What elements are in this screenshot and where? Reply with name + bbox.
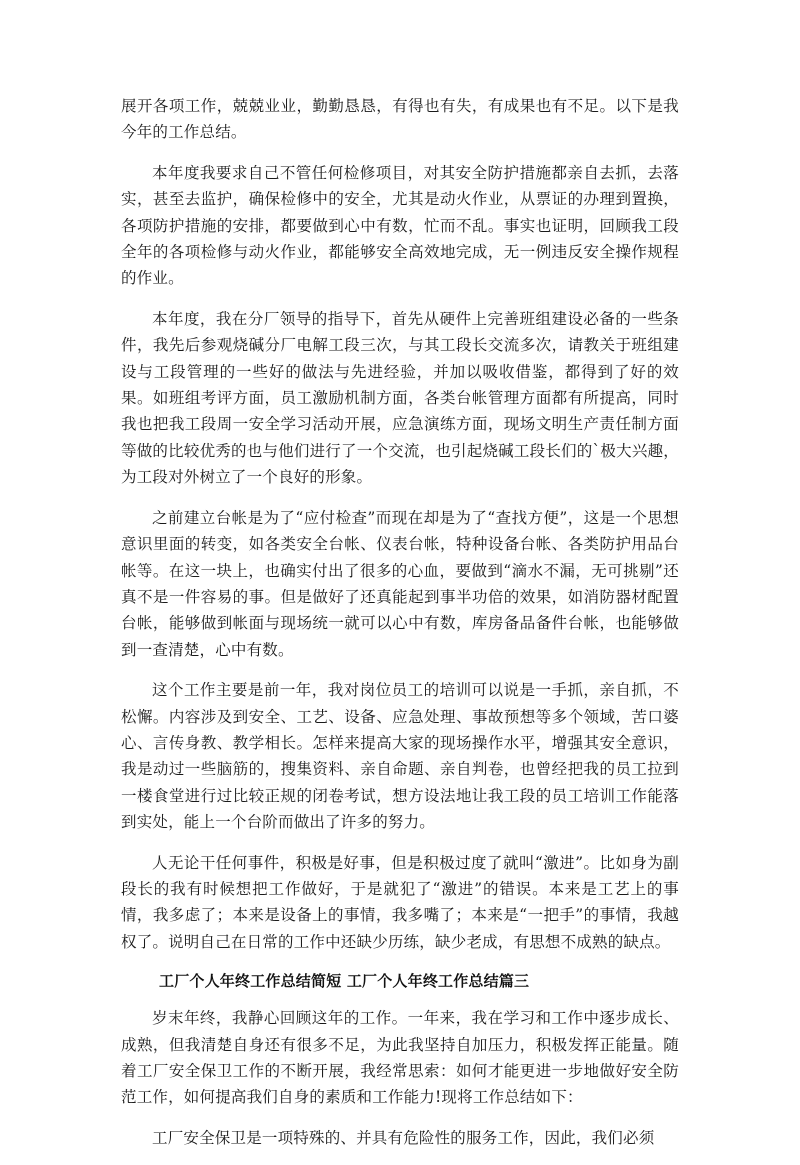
paragraph-training: 这个工作主要是前一年，我对岗位员工的培训可以说是一手抓，亲自抓，不松懈。内容涉及到安全、工艺、设备、应急处理、事故预想等多个领域，苦口婆心、言传身教、教学相长。怎样来提高大家的现场操作水平，增强其安全意识，我是动过一些脑筋的，搜集资料、亲自命题、亲自判卷，也曾经把我的员工拉到一楼食堂进行过比较正规的闭卷考试，想方设法地让我工段的员工培训工作能落到实处，能上一个台阶而做出了许多的努力。	[121, 681, 679, 832]
paragraph-security-work: 工厂安全保卫是一项特殊的、并具有危险性的服务工作，因此，我们必须	[152, 1128, 655, 1147]
paragraph-safety-inspection: 本年度我要求自己不管任何检修项目，对其安全防护措施都亲自去抓，去落实，甚至去监护，确保检修中的安全，尤其是动火作业，从票证的办理到置换，各项防护措施的安排，都要做到心中有数，忙而不乱。事实也证明，回顾我工段全年的各项检修与动火作业，都能够安全高效地完成，无一例违反安全操作规程的作业。	[121, 163, 679, 288]
section-heading: 工厂个人年终工作总结简短 工厂个人年终工作总结篇三	[159, 972, 530, 991]
paragraph-self-reflection: 人无论干任何事件，积极是好事，但是积极过度了就叫“激进”。比如身为副段长的我有时候想把工作做好，于是就犯了“激进”的错误。本来是工艺上的事情，我多虑了；本来是设备上的事情，我多嘴了；本来是“一把手”的事情，我越权了。说明自己在日常的工作中还缺少历练，缺少老成，有思想不成熟的缺点。	[121, 853, 679, 951]
paragraph-ledger: 之前建立台帐是为了“应付检查”而现在却是为了“查找方便”，这是一个思想意识里面的转变，如各类安全台帐、仪表台帐，特种设备台帐、各类防护用品台帐等。在这一块上，也确实付出了很多的心血，要做到“滴水不漏，无可挑剔”还真不是一件容易的事。但是做好了还真能起到事半功倍的效果，如消防器材配置台帐，能够做到帐面与现场统一就可以心中有数，库房备品备件台帐，也能够做到一查清楚，心中有数。	[121, 508, 679, 659]
paragraph-team-building: 本年度，我在分厂领导的指导下，首先从硬件上完善班组建设必备的一些条件，我先后参观烧碱分厂电解工段三次，与其工段长交流多次，请教关于班组建设与工段管理的一些好的做法与先进经验，并加以吸收借鉴，都得到了好的效果。如班组考评方面，员工激励机制方面，各类台帐管理方面都有所提高，同时我也把我工段周一安全学习活动开展，应急演练方面，现场文明生产责任制方面等做的比较优秀的也与他们进行了一个交流，也引起烧碱工段长们的`极大兴趣，为工段对外树立了一个良好的形象。	[121, 309, 679, 487]
paragraph-intro: 展开各项工作，兢兢业业，勤勤恳恳，有得也有失，有成果也有不足。以下是我今年的工作总结。	[121, 97, 679, 142]
paragraph-year-end-review: 岁末年终，我静心回顾这年的工作。一年来，我在学习和工作中逐步成长、成熟，但我清楚自身还有很多不足，为此我坚持自加压力，积极发挥正能量。随着工厂安全保卫工作的不断开展，我经常思索：如何才能更进一步地做好安全防范工作，如何提高我们自身的素质和工作能力!现将工作总结如下：	[121, 1009, 679, 1107]
document-body	[121, 93, 679, 1165]
